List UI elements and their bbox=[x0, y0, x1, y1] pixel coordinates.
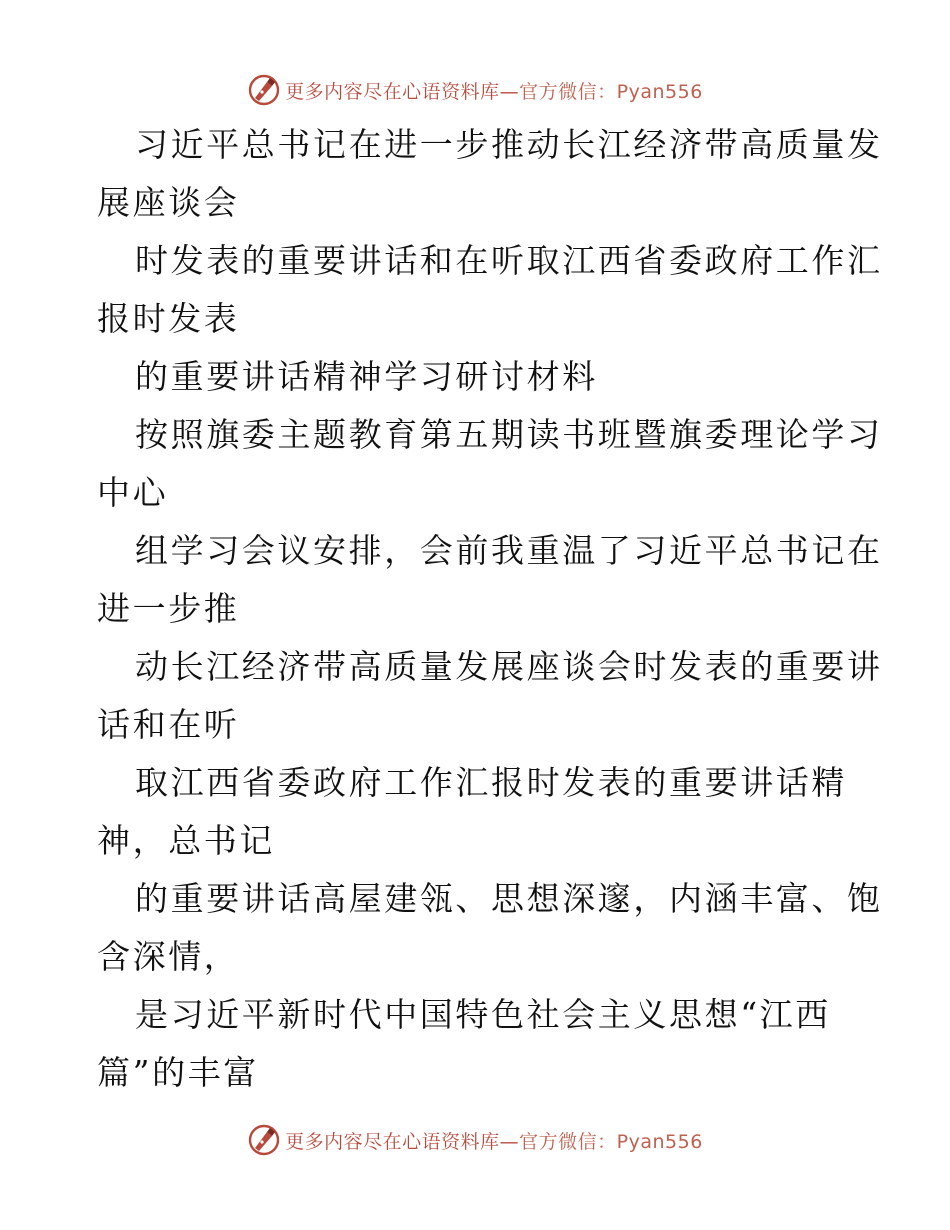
body-text-line: 是习近平新时代中国特色社会主义思想“江西 bbox=[135, 995, 831, 1034]
body-text-line: 的重要讲话精神学习研讨材料 bbox=[135, 357, 598, 396]
body-text-line: 篇”的丰富 bbox=[97, 1053, 259, 1092]
body-text-line: 中心 bbox=[97, 473, 169, 512]
body-text-line: 神，总书记 bbox=[97, 821, 275, 860]
header-banner-text: 更多内容尽在心语资料库—官方微信：Pyan556 bbox=[285, 80, 703, 103]
header-banner bbox=[0, 70, 950, 110]
body-text-line: 报时发表 bbox=[97, 299, 240, 338]
body-text-line: 动长江经济带高质量发展座谈会时发表的重要讲 bbox=[135, 647, 883, 686]
footer-banner-text: 更多内容尽在心语资料库—官方微信：Pyan556 bbox=[285, 1130, 703, 1153]
footer-banner bbox=[0, 1120, 950, 1160]
body-text-line: 组学习会议安排，会前我重温了习近平总书记在 bbox=[135, 531, 883, 570]
body-text-line: 按照旗委主题教育第五期读书班暨旗委理论学习 bbox=[135, 415, 883, 454]
body-text-line: 的重要讲话高屋建瓴、思想深邃，内涵丰富、饱 bbox=[135, 879, 883, 918]
body-text-line: 含深情， bbox=[97, 937, 240, 976]
body-text-line: 话和在听 bbox=[97, 705, 240, 744]
pen-nib-logo-icon bbox=[247, 1123, 281, 1157]
body-text-line: 进一步推 bbox=[97, 589, 240, 628]
body-text-line: 取江西省委政府工作汇报时发表的重要讲话精 bbox=[135, 763, 847, 802]
body-text-line: 习近平总书记在进一步推动长江经济带高质量发 bbox=[135, 125, 883, 164]
document-body bbox=[97, 116, 883, 1102]
pen-nib-logo-icon bbox=[247, 73, 281, 107]
body-text-line: 时发表的重要讲话和在听取江西省委政府工作汇 bbox=[135, 241, 883, 280]
body-text-line: 展座谈会 bbox=[97, 183, 240, 222]
